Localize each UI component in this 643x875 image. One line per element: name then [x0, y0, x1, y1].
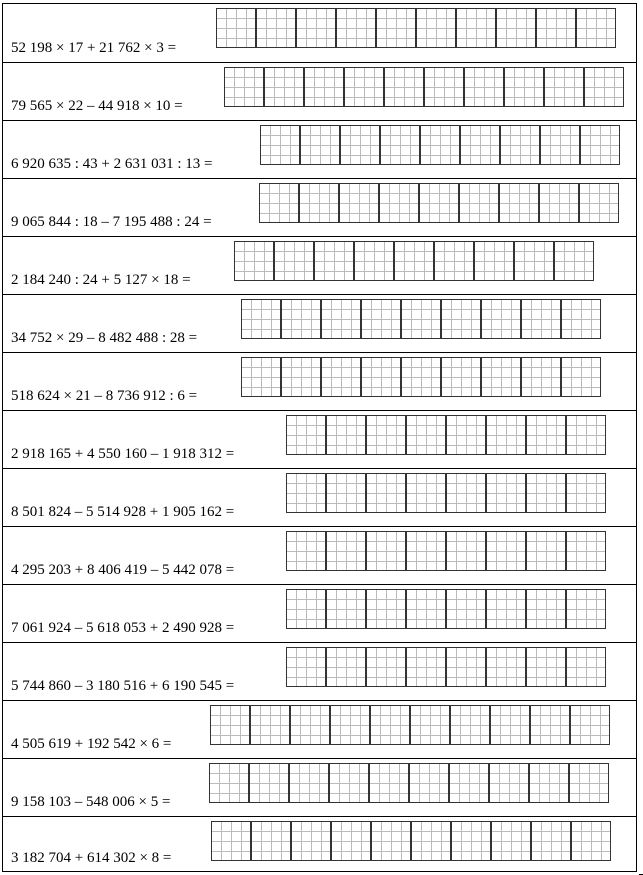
answer-cell[interactable]: [459, 183, 499, 223]
exercise-row: [3, 759, 636, 817]
answer-cell[interactable]: [536, 8, 576, 48]
answer-cell[interactable]: [286, 415, 326, 455]
exercise-row: [3, 121, 636, 179]
exercise-expression: 2 918 165 + 4 550 160 – 1 918 312 =: [11, 446, 235, 462]
answer-grid[interactable]: [234, 241, 594, 281]
exercise-expression: 5 744 860 – 3 180 516 + 6 190 545 =: [11, 678, 235, 694]
exercise-expression: 4 505 619 + 192 542 × 6 =: [11, 736, 172, 752]
answer-cell[interactable]: [249, 763, 289, 803]
answer-grid[interactable]: [216, 8, 616, 48]
answer-cell[interactable]: [361, 357, 401, 397]
answer-grid[interactable]: [259, 183, 619, 223]
answer-grid[interactable]: [211, 821, 611, 861]
answer-cell[interactable]: [366, 531, 406, 571]
answer-cell[interactable]: [286, 647, 326, 687]
answer-cell[interactable]: [339, 183, 379, 223]
answer-cell[interactable]: [446, 531, 486, 571]
answer-cell[interactable]: [486, 531, 526, 571]
answer-cell[interactable]: [274, 241, 314, 281]
answer-cell[interactable]: [409, 763, 449, 803]
answer-cell[interactable]: [446, 473, 486, 513]
answer-cell[interactable]: [441, 299, 481, 339]
answer-cell[interactable]: [569, 763, 609, 803]
answer-cell[interactable]: [406, 531, 446, 571]
exercise-row: [3, 701, 636, 759]
exercise-expression: 79 565 × 22 – 44 918 × 10 =: [11, 98, 183, 114]
answer-cell[interactable]: [286, 531, 326, 571]
answer-cell[interactable]: [366, 473, 406, 513]
answer-cell[interactable]: [361, 299, 401, 339]
exercise-row: [3, 63, 636, 121]
answer-cell[interactable]: [371, 821, 411, 861]
answer-cell[interactable]: [366, 415, 406, 455]
exercise-expression: 8 501 824 – 5 514 928 + 1 905 162 =: [11, 504, 235, 520]
answer-cell[interactable]: [576, 8, 616, 48]
answer-cell[interactable]: [464, 67, 504, 107]
answer-cell[interactable]: [394, 241, 434, 281]
answer-cell[interactable]: [529, 763, 569, 803]
answer-cell[interactable]: [424, 67, 464, 107]
answer-grid[interactable]: [241, 299, 601, 339]
answer-cell[interactable]: [401, 299, 441, 339]
answer-cell[interactable]: [250, 705, 290, 745]
answer-cell[interactable]: [521, 299, 561, 339]
exercise-row: [3, 527, 636, 585]
answer-cell[interactable]: [290, 705, 330, 745]
answer-cell[interactable]: [526, 647, 566, 687]
answer-cell[interactable]: [260, 125, 300, 165]
exercise-expression: 6 920 635 : 43 + 2 631 031 : 13 =: [11, 156, 213, 172]
answer-cell[interactable]: [336, 8, 376, 48]
exercise-row: [3, 4, 636, 63]
answer-cell[interactable]: [340, 125, 380, 165]
answer-cell[interactable]: [526, 473, 566, 513]
answer-cell[interactable]: [561, 299, 601, 339]
answer-cell[interactable]: [420, 125, 460, 165]
answer-cell[interactable]: [486, 415, 526, 455]
answer-cell[interactable]: [446, 589, 486, 629]
answer-cell[interactable]: [446, 647, 486, 687]
answer-cell[interactable]: [419, 183, 459, 223]
exercise-expression: 2 184 240 : 24 + 5 127 × 18 =: [11, 272, 191, 288]
answer-cell[interactable]: [401, 357, 441, 397]
answer-cell[interactable]: [366, 589, 406, 629]
answer-cell[interactable]: [210, 705, 250, 745]
answer-cell[interactable]: [450, 705, 490, 745]
answer-grid[interactable]: [286, 647, 606, 687]
answer-cell[interactable]: [329, 763, 369, 803]
exercise-expression: 7 061 924 – 5 618 053 + 2 490 928 =: [11, 620, 235, 636]
answer-cell[interactable]: [496, 8, 536, 48]
answer-cell[interactable]: [296, 8, 336, 48]
answer-cell[interactable]: [209, 763, 249, 803]
answer-cell[interactable]: [526, 589, 566, 629]
answer-cell[interactable]: [580, 125, 620, 165]
answer-cell[interactable]: [326, 647, 366, 687]
answer-cell[interactable]: [411, 821, 451, 861]
answer-cell[interactable]: [281, 299, 321, 339]
answer-cell[interactable]: [491, 821, 531, 861]
answer-cell[interactable]: [561, 357, 601, 397]
answer-cell[interactable]: [434, 241, 474, 281]
answer-cell[interactable]: [446, 415, 486, 455]
answer-grid[interactable]: [286, 473, 606, 513]
answer-grid[interactable]: [241, 357, 601, 397]
answer-cell[interactable]: [490, 705, 530, 745]
answer-cell[interactable]: [499, 183, 539, 223]
answer-cell[interactable]: [326, 589, 366, 629]
answer-cell[interactable]: [241, 357, 281, 397]
answer-cell[interactable]: [566, 531, 606, 571]
answer-cell[interactable]: [570, 705, 610, 745]
answer-cell[interactable]: [526, 415, 566, 455]
answer-cell[interactable]: [500, 125, 540, 165]
answer-cell[interactable]: [354, 241, 394, 281]
answer-cell[interactable]: [481, 357, 521, 397]
answer-cell[interactable]: [504, 67, 544, 107]
answer-cell[interactable]: [259, 183, 299, 223]
answer-cell[interactable]: [326, 415, 366, 455]
answer-cell[interactable]: [566, 473, 606, 513]
answer-cell[interactable]: [241, 299, 281, 339]
answer-cell[interactable]: [449, 763, 489, 803]
answer-cell[interactable]: [554, 241, 594, 281]
answer-cell[interactable]: [571, 821, 611, 861]
exercise-row: [3, 353, 636, 411]
answer-cell[interactable]: [264, 67, 304, 107]
exercise-row: [3, 585, 636, 643]
answer-cell[interactable]: [566, 647, 606, 687]
answer-grid[interactable]: [286, 531, 606, 571]
answer-cell[interactable]: [234, 241, 274, 281]
answer-cell[interactable]: [486, 589, 526, 629]
answer-cell[interactable]: [489, 763, 529, 803]
answer-cell[interactable]: [539, 183, 579, 223]
answer-cell[interactable]: [384, 67, 424, 107]
answer-cell[interactable]: [410, 705, 450, 745]
answer-cell[interactable]: [216, 8, 256, 48]
answer-cell[interactable]: [369, 763, 409, 803]
exercise-row: [3, 817, 636, 872]
worksheet-table: [2, 3, 637, 872]
answer-cell[interactable]: [406, 589, 446, 629]
answer-cell[interactable]: [456, 8, 496, 48]
answer-cell[interactable]: [291, 821, 331, 861]
answer-cell[interactable]: [451, 821, 491, 861]
exercise-row: [3, 179, 636, 237]
answer-cell[interactable]: [521, 357, 561, 397]
answer-cell[interactable]: [286, 589, 326, 629]
answer-cell[interactable]: [481, 299, 521, 339]
answer-cell[interactable]: [376, 8, 416, 48]
answer-cell[interactable]: [331, 821, 371, 861]
answer-cell[interactable]: [299, 183, 339, 223]
answer-cell[interactable]: [566, 415, 606, 455]
answer-cell[interactable]: [514, 241, 554, 281]
answer-grid[interactable]: [286, 589, 606, 629]
answer-cell[interactable]: [321, 357, 361, 397]
answer-cell[interactable]: [256, 8, 296, 48]
answer-cell[interactable]: [366, 647, 406, 687]
answer-cell[interactable]: [224, 67, 264, 107]
answer-cell[interactable]: [544, 67, 584, 107]
answer-cell[interactable]: [330, 705, 370, 745]
answer-cell[interactable]: [474, 241, 514, 281]
answer-grid[interactable]: [286, 415, 606, 455]
answer-cell[interactable]: [526, 531, 566, 571]
answer-cell[interactable]: [289, 763, 329, 803]
exercise-row: [3, 237, 636, 295]
answer-grid[interactable]: [210, 705, 610, 745]
answer-cell[interactable]: [579, 183, 619, 223]
answer-cell[interactable]: [460, 125, 500, 165]
answer-cell[interactable]: [321, 299, 361, 339]
answer-grid[interactable]: [209, 763, 609, 803]
answer-cell[interactable]: [486, 473, 526, 513]
answer-cell[interactable]: [486, 647, 526, 687]
answer-cell[interactable]: [530, 705, 570, 745]
answer-cell[interactable]: [584, 67, 624, 107]
exercise-expression: 52 198 × 17 + 21 762 × 3 =: [11, 40, 177, 56]
answer-cell[interactable]: [251, 821, 291, 861]
answer-cell[interactable]: [566, 589, 606, 629]
exercise-expression: 518 624 × 21 – 8 736 912 : 6 =: [11, 388, 198, 404]
answer-cell[interactable]: [300, 125, 340, 165]
answer-cell[interactable]: [406, 415, 446, 455]
answer-cell[interactable]: [416, 8, 456, 48]
answer-grid[interactable]: [224, 67, 624, 107]
answer-cell[interactable]: [314, 241, 354, 281]
answer-cell[interactable]: [370, 705, 410, 745]
answer-cell[interactable]: [379, 183, 419, 223]
answer-cell[interactable]: [304, 67, 344, 107]
answer-cell[interactable]: [344, 67, 384, 107]
exercise-expression: 34 752 × 29 – 8 482 488 : 28 =: [11, 330, 198, 346]
exercise-expression: 9 065 844 : 18 – 7 195 488 : 24 =: [11, 214, 212, 230]
answer-cell[interactable]: [211, 821, 251, 861]
answer-cell[interactable]: [326, 531, 366, 571]
answer-cell[interactable]: [326, 473, 366, 513]
answer-cell[interactable]: [441, 357, 481, 397]
exercise-row: [3, 469, 636, 527]
answer-cell[interactable]: [531, 821, 571, 861]
exercise-expression: 4 295 203 + 8 406 419 – 5 442 078 =: [11, 562, 235, 578]
answer-grid[interactable]: [260, 125, 620, 165]
answer-cell[interactable]: [540, 125, 580, 165]
exercise-row: [3, 411, 636, 469]
answer-cell[interactable]: [281, 357, 321, 397]
exercise-expression: 9 158 103 – 548 006 × 5 =: [11, 794, 171, 810]
answer-cell[interactable]: [406, 647, 446, 687]
exercise-expression: 3 182 704 + 614 302 × 8 =: [11, 850, 172, 866]
answer-cell[interactable]: [380, 125, 420, 165]
answer-cell[interactable]: [406, 473, 446, 513]
answer-cell[interactable]: [286, 473, 326, 513]
exercise-row: [3, 295, 636, 353]
exercise-row: [3, 643, 636, 701]
